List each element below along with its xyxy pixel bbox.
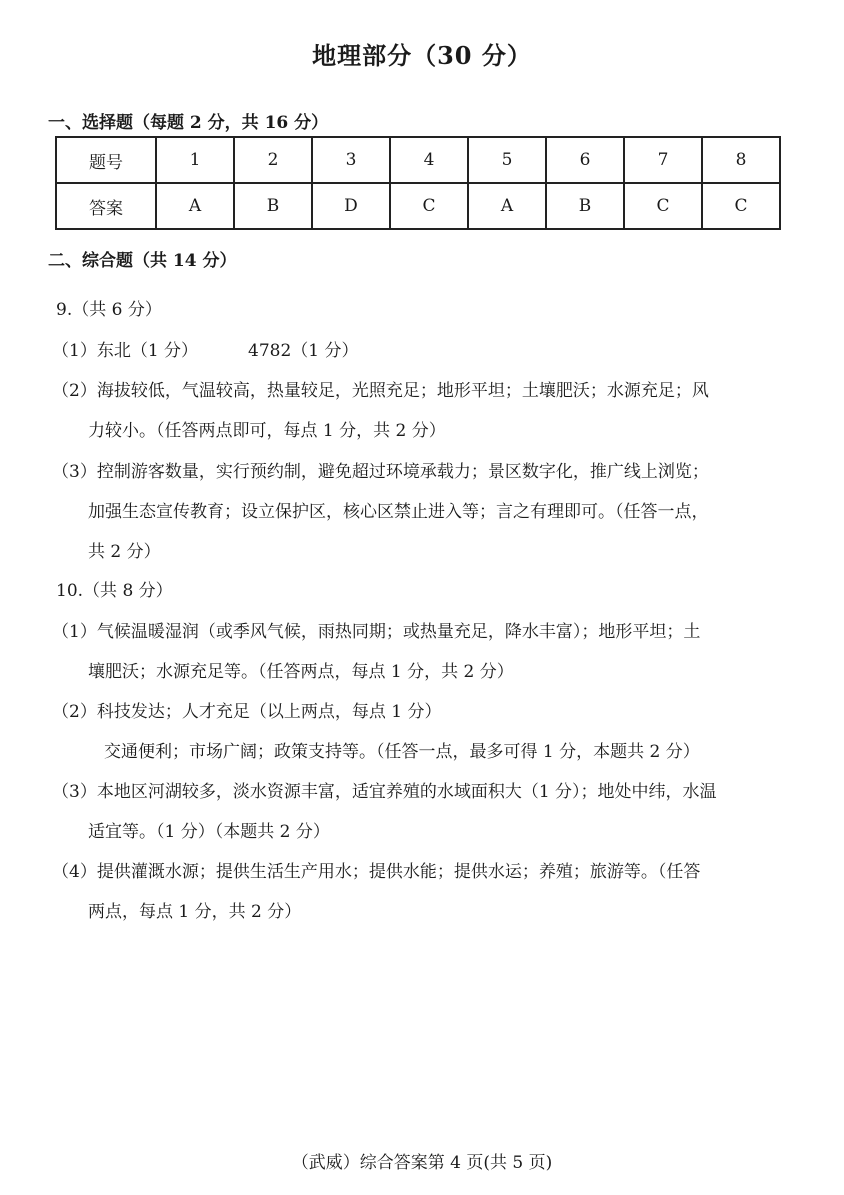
q10-part2-line1: （2）科技发达；人才充足（以上两点，每点 1 分） [52,702,442,722]
q9-part3-line3: 共 2 分） [88,542,161,562]
page-title: 地理部分（30 分） [312,41,532,70]
table-cell: C [390,183,468,229]
table-cell: 3 [312,137,390,183]
table-row-answers [56,183,780,229]
row-label-answer: 答案 [56,183,156,229]
q10-part2-line2: 交通便利；市场广阔；政策支持等。（任答一点，最多可得 1 分，本题共 2 分） [104,742,700,762]
q10-part3-line1: （3）本地区河湖较多，淡水资源丰富，适宜养殖的水域面积大（1 分）；地处中纬，水温 [52,782,717,802]
table-cell: A [156,183,234,229]
q9-part2-line2: 力较小。（任答两点即可，每点 1 分，共 2 分） [88,421,446,441]
table-cell: A [468,183,546,229]
question-10-heading: 10.（共 8 分） [56,581,173,601]
q10-part1-line1: （1）气候温暖湿润（或季风气候，雨热同期；或热量充足，降水丰富）；地形平坦；土 [52,622,701,642]
q10-part4-line2: 两点，每点 1 分，共 2 分） [88,902,302,922]
table-cell: D [312,183,390,229]
q9-part3-line2: 加强生态宣传教育；设立保护区，核心区禁止进入等；言之有理即可。（任答一点， [88,502,709,522]
q9-part1-answer-a: （1）东北（1 分） [52,341,199,361]
table-cell: 6 [546,137,624,183]
q9-part1 [52,336,802,361]
table-cell: 4 [390,137,468,183]
table-cell: 7 [624,137,702,183]
table-cell: 8 [702,137,780,183]
q10-part3-line2: 适宜等。（1 分）（本题共 2 分） [88,822,330,842]
section-heading-choice: 一、选择题（每题 2 分，共 16 分） [48,113,329,133]
q9-part2-line1: （2）海拔较低，气温较高，热量较足，光照充足；地形平坦；土壤肥沃；水源充足；风 [52,381,709,401]
table-cell: B [546,183,624,229]
q10-part1-line2: 壤肥沃；水源充足等。（任答两点，每点 1 分，共 2 分） [88,662,514,682]
table-cell: 5 [468,137,546,183]
table-cell: B [234,183,312,229]
table-row-numbers [56,137,780,183]
question-9-heading: 9.（共 6 分） [56,300,162,320]
table-cell: 1 [156,137,234,183]
table-cell: C [624,183,702,229]
q9-part3-line1: （3）控制游客数量，实行预约制，避免超过环境承载力；景区数字化，推广线上浏览； [52,462,709,482]
page-footer: （武威）综合答案第 4 页(共 5 页) [291,1153,553,1173]
row-label-number: 题号 [56,137,156,183]
q9-part1-answer-b: 4782（1 分） [248,341,359,361]
section-heading-comprehensive: 二、综合题（共 14 分） [48,251,237,271]
table-cell: C [702,183,780,229]
table-cell: 2 [234,137,312,183]
answer-table [55,136,781,230]
q10-part4-line1: （4）提供灌溉水源；提供生活生产用水；提供水能；提供水运；养殖；旅游等。（任答 [52,862,701,882]
